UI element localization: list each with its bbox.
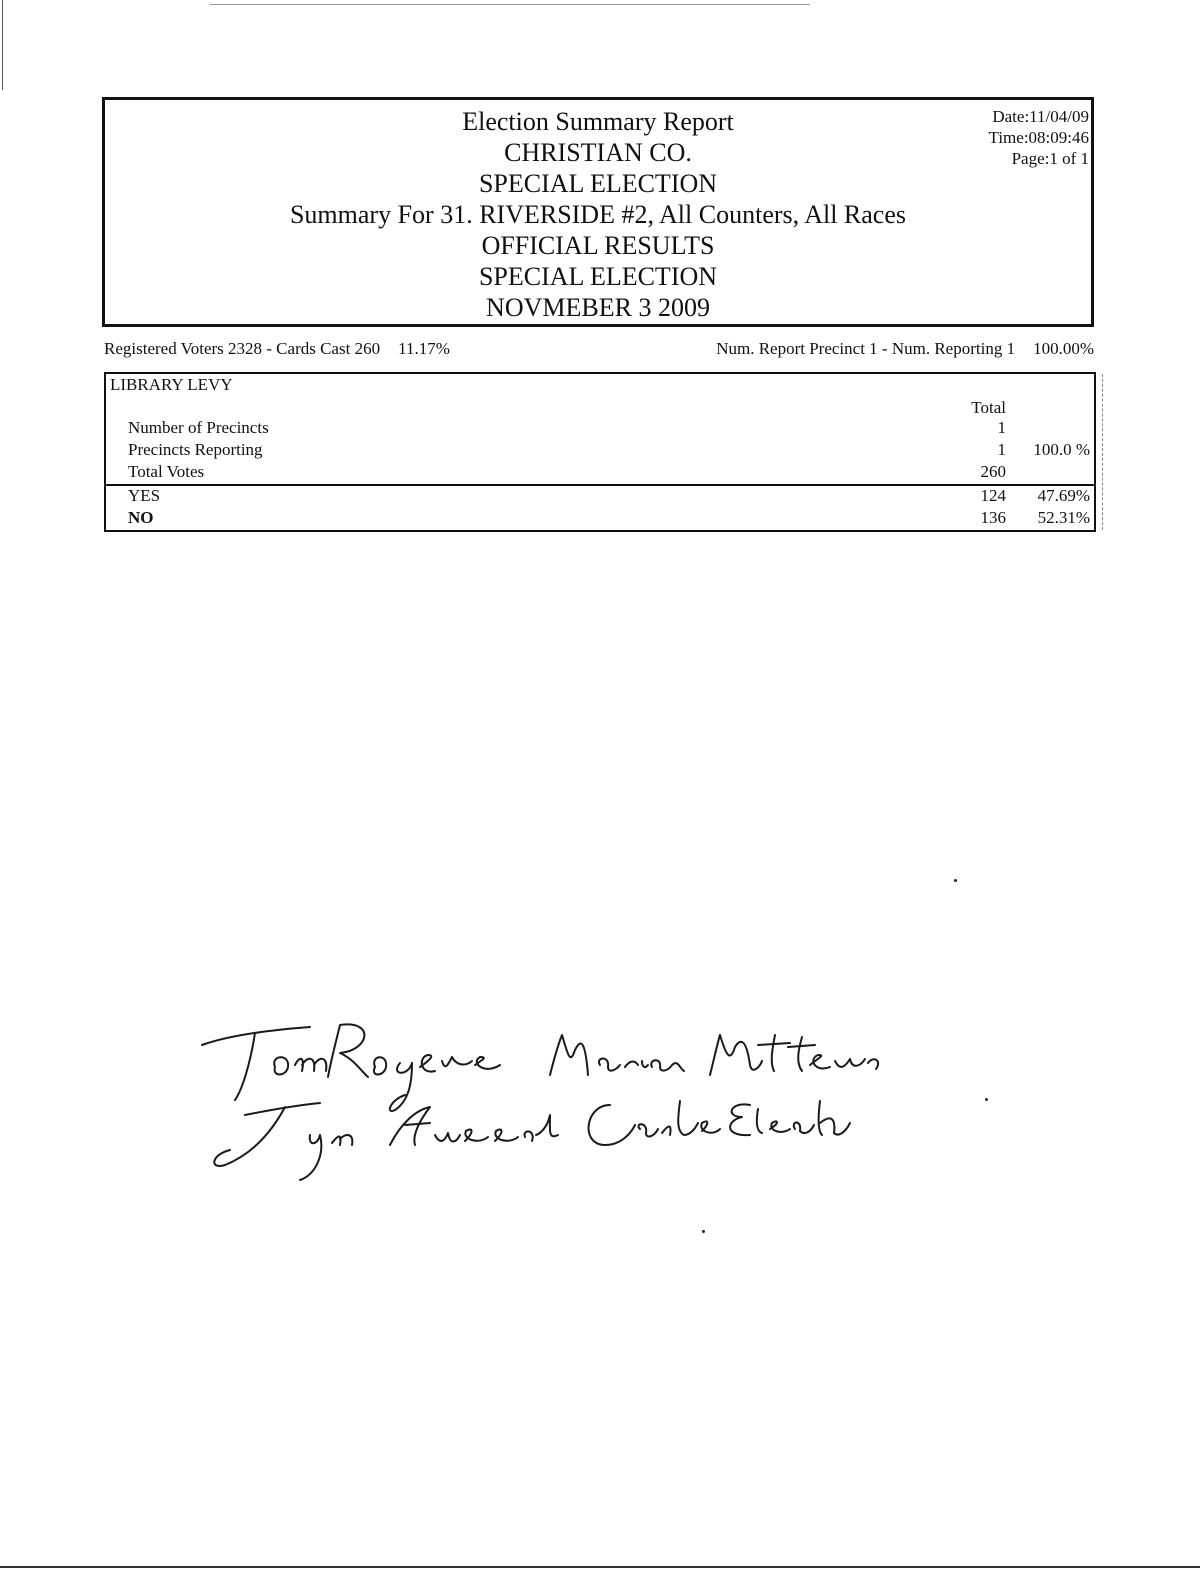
scan-speck: [985, 1098, 988, 1101]
reporting-percent: 100.00%: [1033, 339, 1094, 358]
table-row: [106, 440, 1094, 462]
election-type: SPECIAL ELECTION: [478, 169, 718, 198]
table-row: [106, 486, 1094, 508]
scan-edge-bottom: [0, 1566, 1200, 1568]
choice-votes-yes: 124: [980, 486, 1006, 505]
table-row: [106, 418, 1094, 440]
choice-label-no: NO: [128, 508, 154, 527]
registered-voters-cards-cast: Registered Voters 2328 - Cards Cast 260: [104, 339, 381, 358]
choice-percent-no: 52.31%: [1037, 508, 1090, 527]
row-percent: 100.0 %: [1033, 440, 1090, 459]
row-value: 1: [997, 418, 1006, 437]
scan-edge-top: [210, 4, 810, 5]
turnout-percent: 11.17%: [398, 339, 450, 358]
report-header: [102, 97, 1094, 327]
row-label: Precincts Reporting: [128, 440, 263, 459]
precinct-reporting: [716, 339, 1094, 359]
row-value: 1: [997, 440, 1006, 459]
precinct-counts: Num. Report Precinct 1 - Num. Reporting 1: [716, 339, 1016, 358]
table-row: [106, 462, 1094, 484]
page-number: Page:1 of 1: [1011, 149, 1089, 168]
scan-speck: [702, 1230, 705, 1233]
choice-percent-yes: 47.69%: [1037, 486, 1090, 505]
report-date: Date:11/04/09: [992, 107, 1089, 126]
total-column-header: Total: [971, 398, 1006, 417]
row-label: Number of Precincts: [128, 418, 269, 437]
results-status: OFFICIAL RESULTS: [481, 231, 715, 260]
table-row: [106, 508, 1094, 530]
report-meta: [989, 106, 1089, 169]
handwritten-signatures: [190, 1005, 890, 1185]
row-label: Total Votes: [128, 462, 205, 481]
report-time: Time:08:09:46: [988, 128, 1089, 147]
election-date: NOVMEBER 3 2009: [486, 293, 710, 322]
header-title-block: [105, 106, 1091, 323]
race-results-table: [104, 372, 1096, 532]
table-right-edge: [1102, 374, 1103, 530]
choice-votes-no: 136: [980, 508, 1006, 527]
election-type-repeat: SPECIAL ELECTION: [478, 262, 718, 291]
scan-speck: [954, 879, 957, 882]
race-title: LIBRARY LEVY: [110, 375, 233, 394]
scan-edge-left: [2, 0, 3, 90]
choice-label-yes: YES: [128, 486, 161, 505]
summary-scope: Summary For 31. RIVERSIDE #2, All Counters, All Races: [289, 200, 907, 229]
county-name: CHRISTIAN CO.: [504, 138, 692, 167]
report-title: Election Summary Report: [462, 107, 734, 136]
row-value: 260: [980, 462, 1006, 481]
turnout-left: [104, 339, 450, 359]
